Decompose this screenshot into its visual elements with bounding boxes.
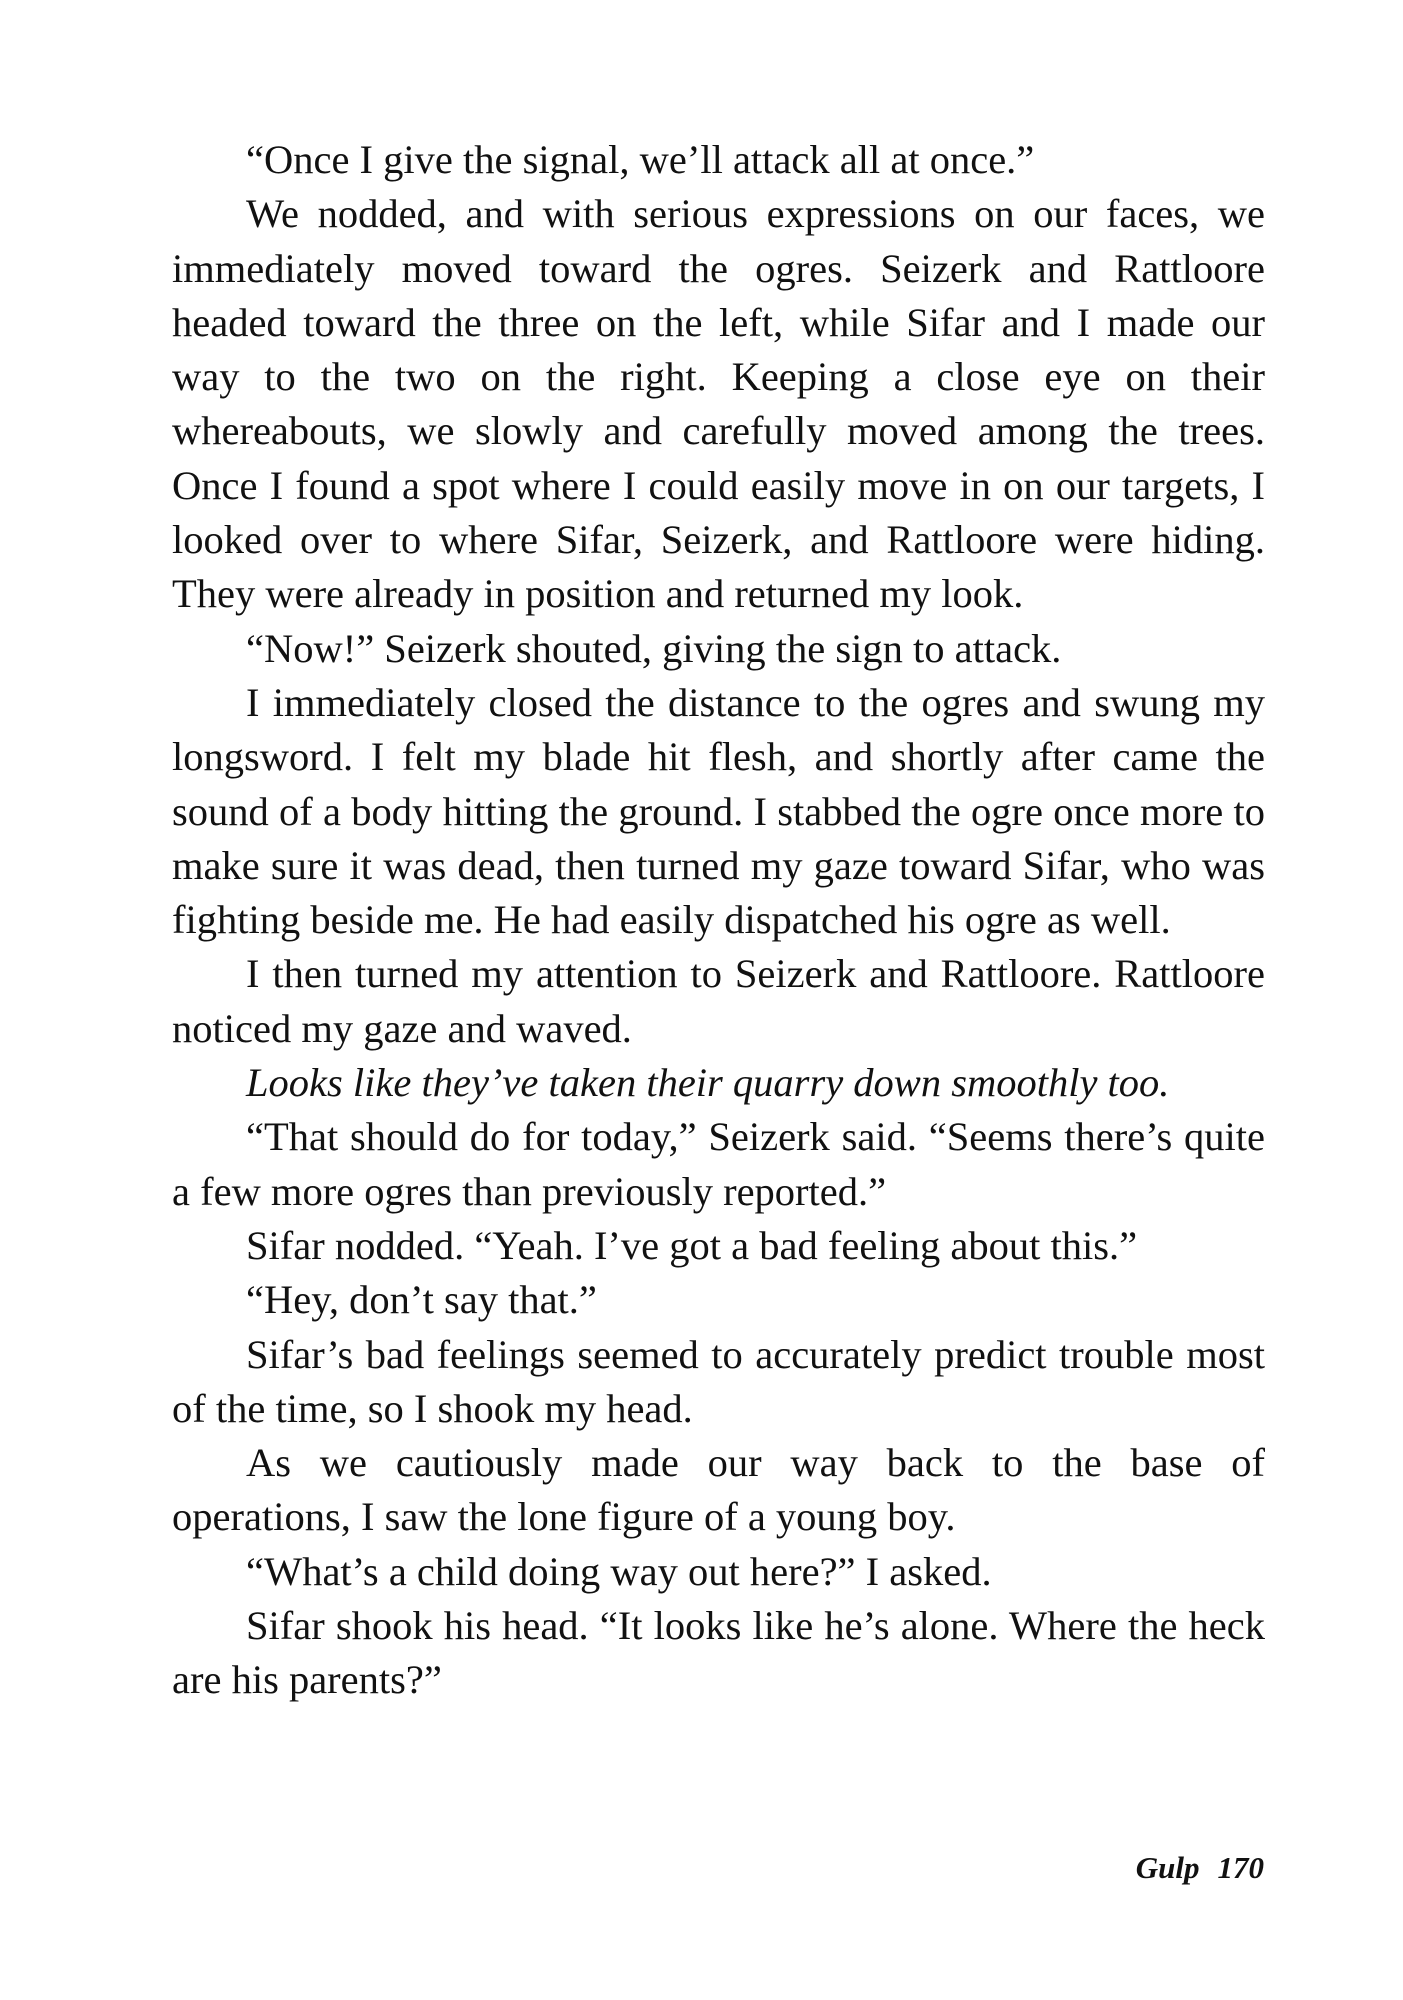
running-title: Gulp: [1135, 1850, 1200, 1885]
paragraph-5: I then turned my attention to Seizerk and Rattloore. Rattloore noticed my gaze and waved.: [172, 951, 1265, 1051]
page-footer: [1136, 1850, 1264, 1886]
paragraph-11: As we cautiously made our way back to the base of operations, I saw the lone figure of a young boy.: [172, 1440, 1265, 1540]
paragraph-7: “That should do for today,” Seizerk said. “Seems there’s quite a few more ogres than previously reported.”: [172, 1114, 1265, 1214]
page-body: [172, 133, 1265, 1708]
paragraph-6-thought: Looks like they’ve taken their quarry down smoothly too.: [246, 1060, 1170, 1106]
paragraph-9: “Hey, don’t say that.”: [246, 1277, 597, 1323]
paragraph-3: “Now!” Seizerk shouted, giving the sign to attack.: [246, 625, 1062, 671]
paragraph-2: We nodded, and with serious expressions on our faces, we immediately moved toward the ogres. Seizerk and Rattloore headed toward the three on the left, while Sifar and I made our way to the two on the right. Keeping a close eye on their whereabouts, we slowly and carefully moved among the trees. Once I found a spot where I could easily move in on our targets, I looked over to where Sifar, Seizerk, and Rattloore were hiding. They were already in position and returned my look.: [172, 191, 1265, 617]
paragraph-12: “What’s a child doing way out here?” I asked.: [246, 1548, 992, 1594]
paragraph-4: I immediately closed the distance to the ogres and swung my longsword. I felt my blade hit flesh, and shortly after came the sound of a body hitting the ground. I stabbed the ogre once more to make sure it was dead, then turned my gaze toward Sifar, who was fighting beside me. He had easily dispatched his ogre as well.: [172, 679, 1265, 943]
paragraph-13: Sifar shook his head. “It looks like he’s alone. Where the heck are his parents?”: [172, 1603, 1265, 1703]
paragraph-10: Sifar’s bad feelings seemed to accurately predict trouble most of the time, so I shook my head.: [172, 1331, 1265, 1431]
paragraph-8: Sifar nodded. “Yeah. I’ve got a bad feeling about this.”: [246, 1222, 1138, 1268]
paragraph-1: “Once I give the signal, we’ll attack all at once.”: [246, 137, 1035, 182]
page-number: 170: [1217, 1850, 1264, 1885]
